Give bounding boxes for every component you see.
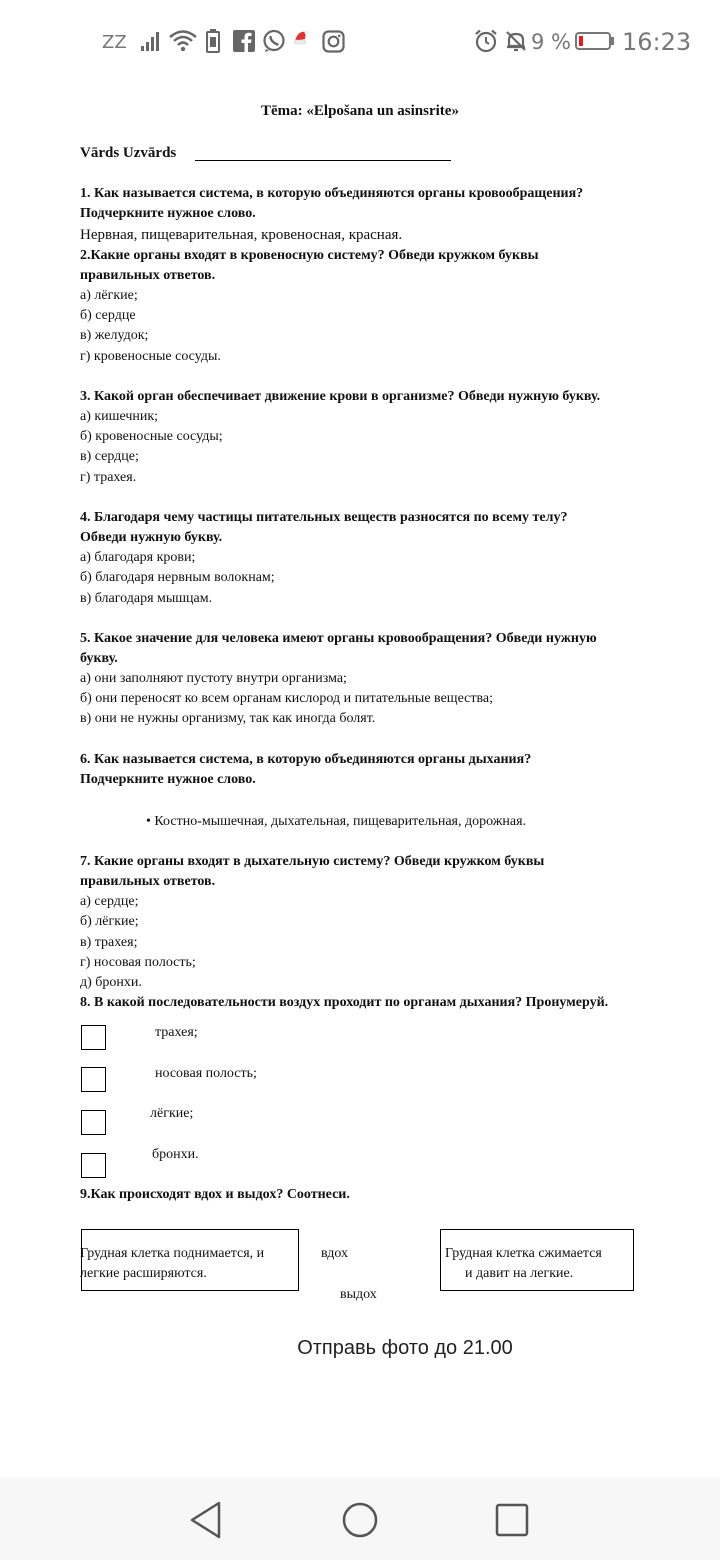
instagram-icon [322,30,345,53]
name-label: Vārds Uzvārds [80,145,177,161]
question-4-option: б) благодаря нервным волокнам; [80,570,275,585]
question-4-option: а) благодаря крови; [80,550,196,565]
inhale-description-line: Грудная клетка поднимается, и [80,1246,265,1261]
question-2-text: 2.Какие органы входят в кровеносную систему? Обведи кружком буквы [80,248,539,263]
back-icon[interactable] [188,1500,224,1540]
order-checkbox-3[interactable] [81,1110,106,1135]
carrier-label: ZZ [102,32,127,53]
question-2-option: а) лёгкие; [80,288,138,303]
question-7-option: в) трахея; [80,935,138,950]
order-item: трахея; [155,1025,198,1040]
question-5-text: 5. Какое значение для человека имеют органы кровообращения? Обведи нужную [80,631,597,646]
question-3-option: в) сердце; [80,449,139,464]
page-title: Tēma: «Elpošana un asinsrite» [261,103,459,119]
battery-icon [575,32,611,50]
signal-icon [140,30,162,52]
exhale-label: выдох [340,1287,377,1302]
question-1-text-2: Подчеркните нужное слово. [80,206,256,221]
exhale-description-line: Грудная клетка сжимается [445,1246,602,1261]
name-input-line[interactable] [195,160,451,161]
order-checkbox-4[interactable] [81,1153,106,1178]
question-7-option: г) носовая полость; [80,955,196,970]
question-2-option: б) сердце [80,308,136,323]
order-item: бронхи. [152,1147,199,1162]
question-4-text: 4. Благодаря чему частицы питательных веществ разносятся по всему телу? [80,510,568,525]
question-7-option: д) бронхи. [80,975,142,990]
question-7-text: 7. Какие органы входят в дыхательную систему? Обведи кружком буквы [80,854,545,869]
inhale-label: вдох [321,1246,349,1261]
recents-icon[interactable] [494,1500,530,1540]
home-icon[interactable] [341,1500,379,1540]
question-2-option: в) желудок; [80,328,149,343]
question-3-option: г) трахея. [80,470,137,485]
question-3-option: б) кровеносные сосуды; [80,429,223,444]
question-4-text-2: Обведи нужную букву. [80,530,223,545]
order-checkbox-2[interactable] [81,1067,106,1092]
battery-percent: 9 % [531,30,571,54]
battery-level [579,36,583,46]
question-1-text: 1. Как называется система, в которую объединяются органы кровообращения? [80,186,584,201]
question-8-text: 8. В какой последовательности воздух проходит по органам дыхания? Пронумеруй. [80,995,609,1010]
question-6-text-2: Подчеркните нужное слово. [80,772,256,787]
order-item: носовая полость; [155,1066,257,1081]
facebook-icon [233,30,255,52]
sim-icon [206,29,220,53]
whatsapp-icon [262,29,286,53]
inhale-description-line: легкие расширяются. [80,1266,207,1281]
status-bar [0,0,720,84]
question-7-option: б) лёгкие; [80,914,139,929]
question-2-text-2: правильных ответов. [80,268,216,283]
alarm-icon [474,29,498,53]
order-checkbox-1[interactable] [81,1025,106,1050]
question-3-text: 3. Какой орган обеспечивает движение крови в организме? Обведи нужную букву. [80,389,601,404]
question-6-text: 6. Как называется система, в которую объединяются органы дыхания? [80,752,532,767]
santa-hat-icon [293,28,309,46]
footer-note: Отправь фото до 21.00 [297,1337,513,1359]
exhale-description-line: и давит на легкие. [465,1266,574,1281]
question-1-answer: Нервная, пищеварительная, кровеносная, красная. [80,227,403,243]
mute-icon [504,29,528,53]
order-item: лёгкие; [150,1106,194,1121]
question-2-option: г) кровеносные сосуды. [80,349,221,364]
question-9-text: 9.Как происходят вдох и выдох? Соотнеси. [80,1187,350,1202]
question-5-option: в) они не нужны организму, так как иногда болят. [80,711,376,726]
question-7-text-2: правильных ответов. [80,874,216,889]
question-5-text-2: букву. [80,651,118,666]
question-3-option: а) кишечник; [80,409,159,424]
wifi-icon [168,28,198,54]
question-5-option: а) они заполняют пустоту внутри организма; [80,671,347,686]
question-4-option: в) благодаря мышцам. [80,591,213,606]
clock: 16:23 [622,28,692,56]
question-5-option: б) они переносят ко всем органам кислород и питательные вещества; [80,691,493,706]
question-6-answer: • Костно-мышечная, дыхательная, пищеварительная, дорожная. [146,814,527,829]
question-7-option: а) сердце; [80,894,139,909]
